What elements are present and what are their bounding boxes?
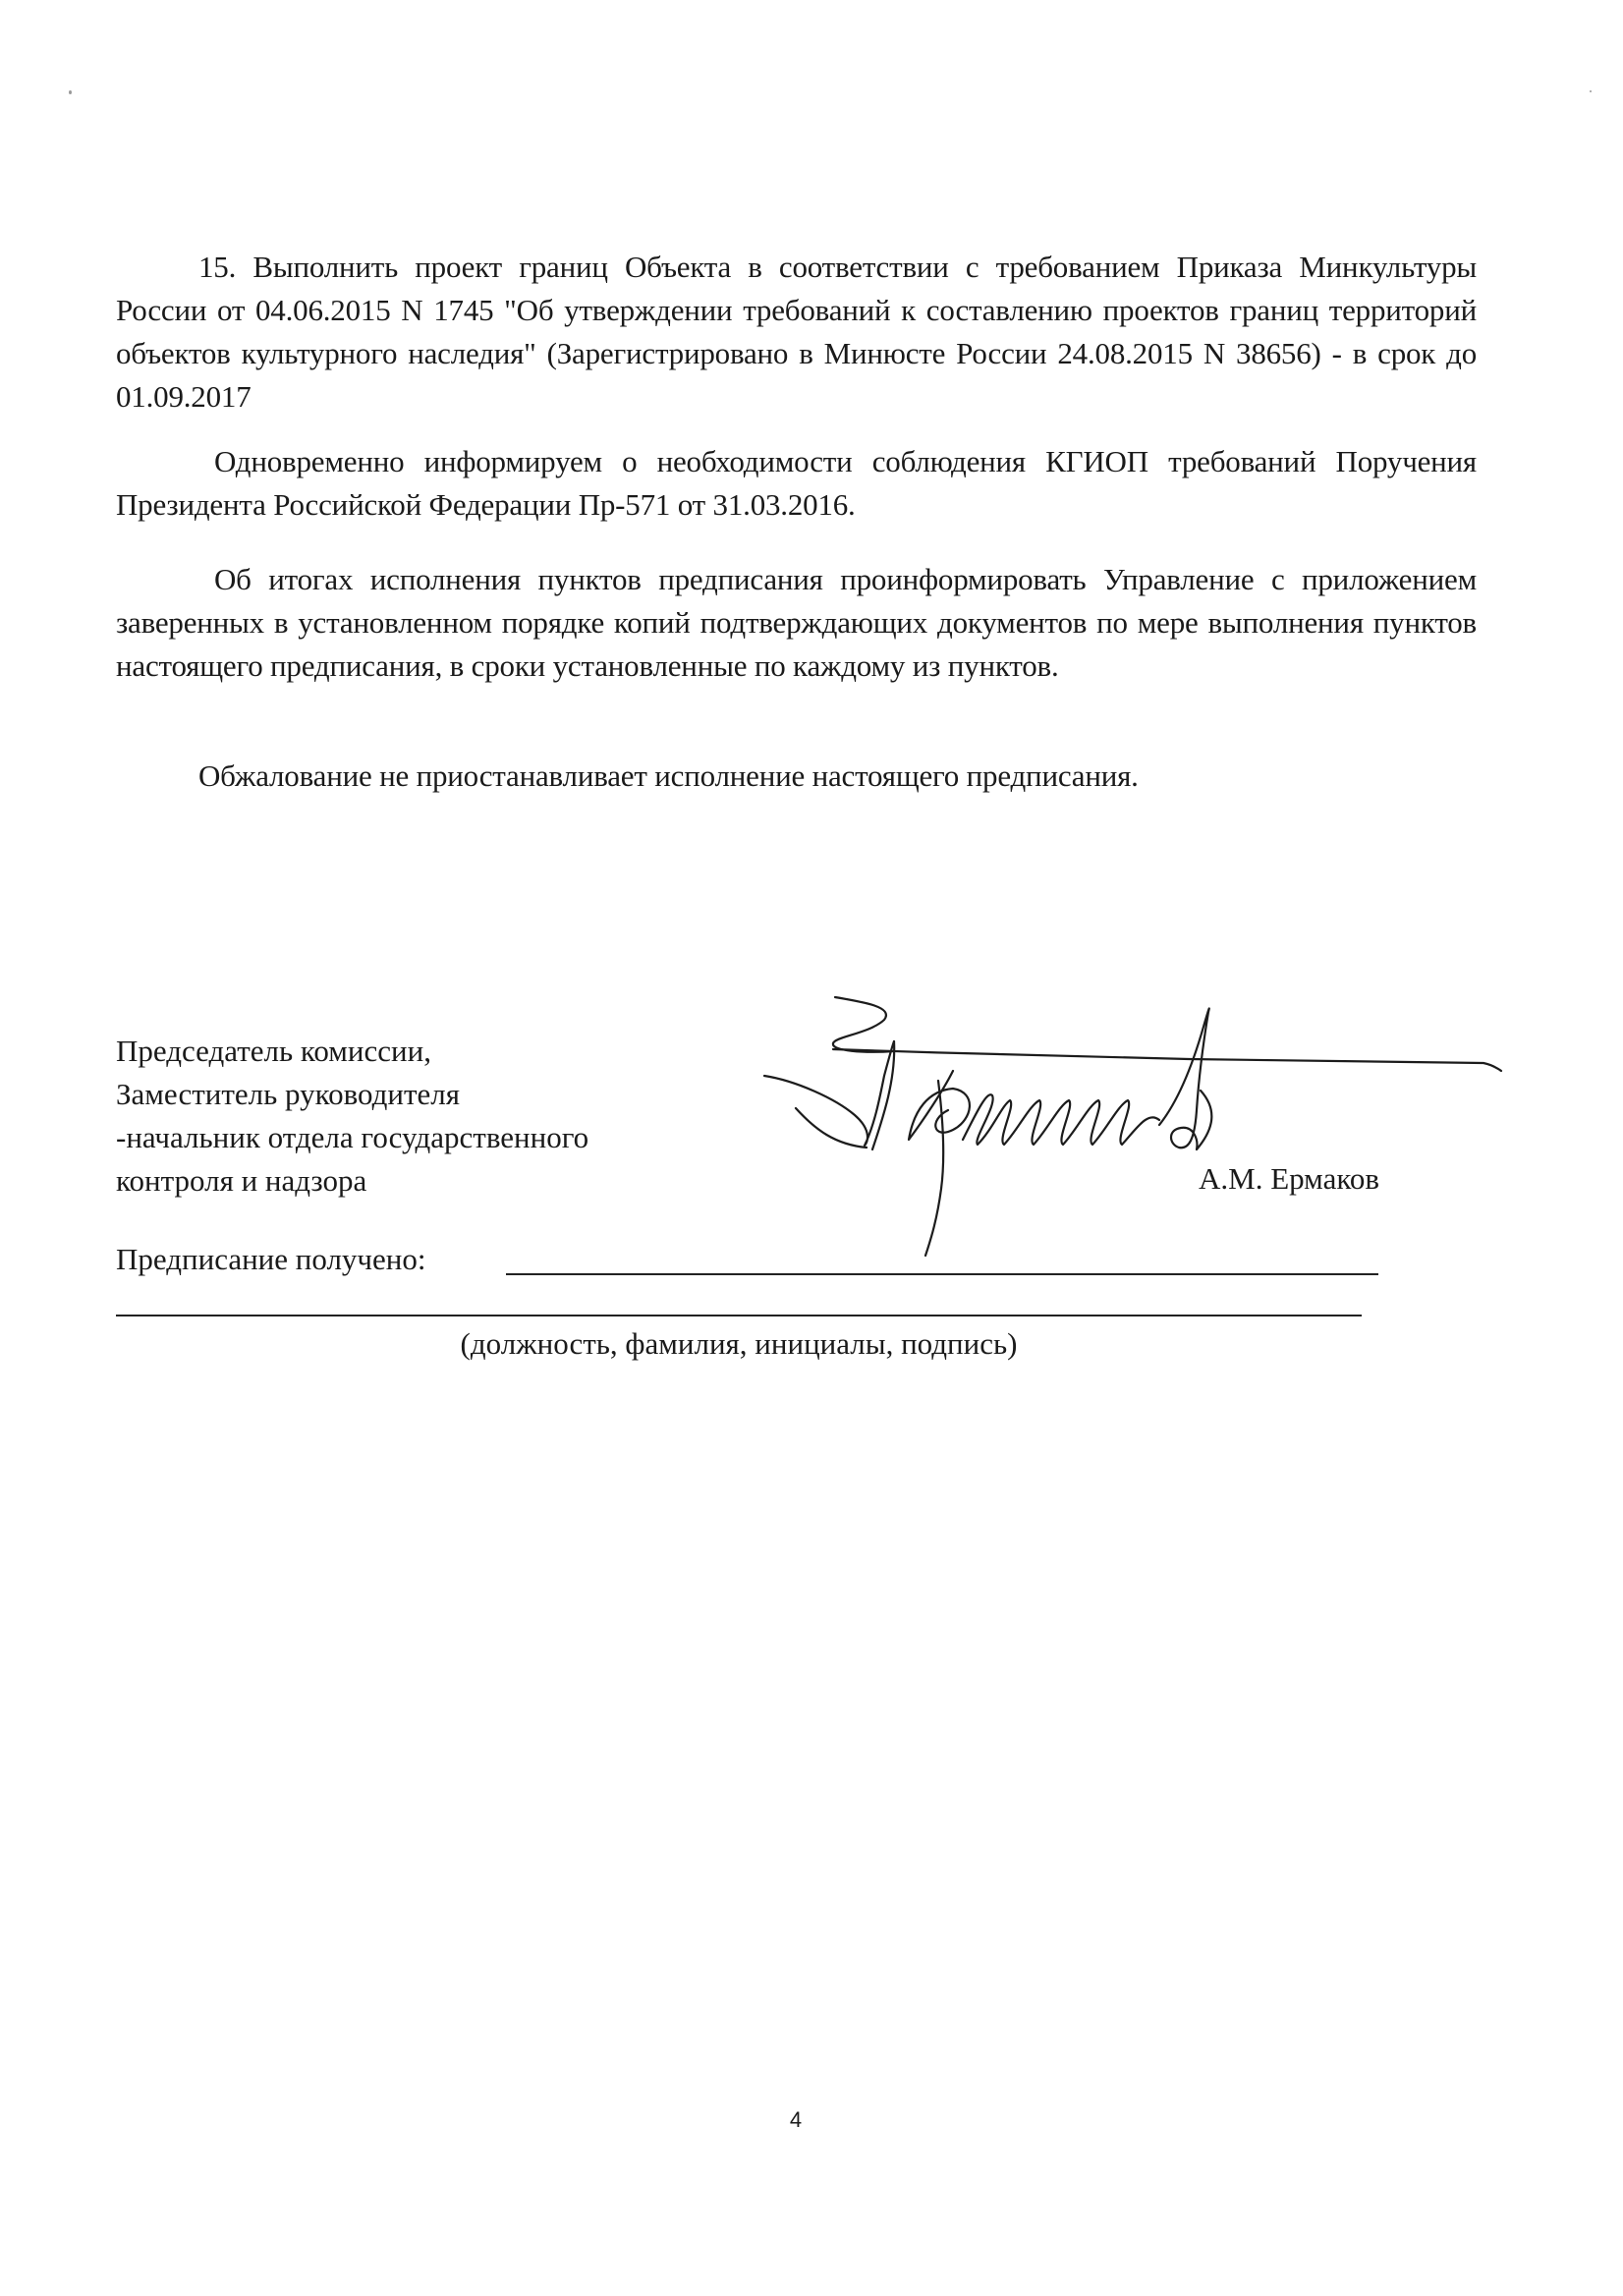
signature-stroke bbox=[764, 1041, 894, 1146]
signature-stroke bbox=[796, 1108, 867, 1148]
signatory-title-line: Заместитель руководителя bbox=[116, 1077, 461, 1111]
signatory-title-line: -начальник отдела государственного bbox=[116, 1120, 589, 1154]
signature-stroke bbox=[833, 997, 894, 1052]
paragraph-reporting: Об итогах исполнения пунктов предписания проинформировать Управление с приложением заверенных в установленном порядке копий подтверждающих документов по мере выполнения пунктов настоящего предписания, в сроки установленные по каждому из пунктов. bbox=[116, 562, 1477, 683]
signature-stroke bbox=[1159, 1008, 1211, 1149]
signature-stroke bbox=[963, 1094, 1159, 1145]
paragraph-presidential-order: Одновременно информируем о необходимости соблюдения КГИОП требований Поручения Президента Российской Федерации Пр-571 от 31.03.2016. bbox=[116, 444, 1477, 522]
signatory-title bbox=[116, 1030, 588, 1203]
paragraph-appeal: Обжалование не приостанавливает исполнение настоящего предписания. bbox=[198, 758, 1139, 793]
signature-stroke bbox=[833, 1049, 1501, 1071]
receipt-caption: (должность, фамилия, инициалы, подпись) bbox=[460, 1326, 1018, 1361]
signatory-title-line: контроля и надзора bbox=[116, 1163, 367, 1198]
signer-name: А.М. Ермаков bbox=[1199, 1161, 1379, 1196]
signature-stroke bbox=[872, 1041, 894, 1149]
receipt-details-line bbox=[116, 1315, 1362, 1316]
signature-stroke bbox=[925, 1081, 943, 1256]
scan-artifact bbox=[1590, 90, 1592, 92]
signatory-title-line: Председатель комиссии, bbox=[116, 1034, 431, 1068]
receipt-label: Предписание получено: bbox=[116, 1242, 426, 1276]
scan-artifact bbox=[69, 90, 72, 94]
handwritten-signature bbox=[756, 982, 1503, 1277]
page-number: 4 bbox=[789, 2107, 803, 2132]
paragraph-item-15: 15. Выполнить проект границ Объекта в соответствии с требованием Приказа Минкультуры России от 04.06.2015 N 1745 "Об утверждении требований к составлению проектов границ территорий объектов культурного наследия" (Зарегистрировано в Минюсте России 24.08.2015 N 38656) - в срок до 01.09.2017 bbox=[116, 250, 1477, 414]
receipt-signature-line bbox=[506, 1273, 1378, 1275]
